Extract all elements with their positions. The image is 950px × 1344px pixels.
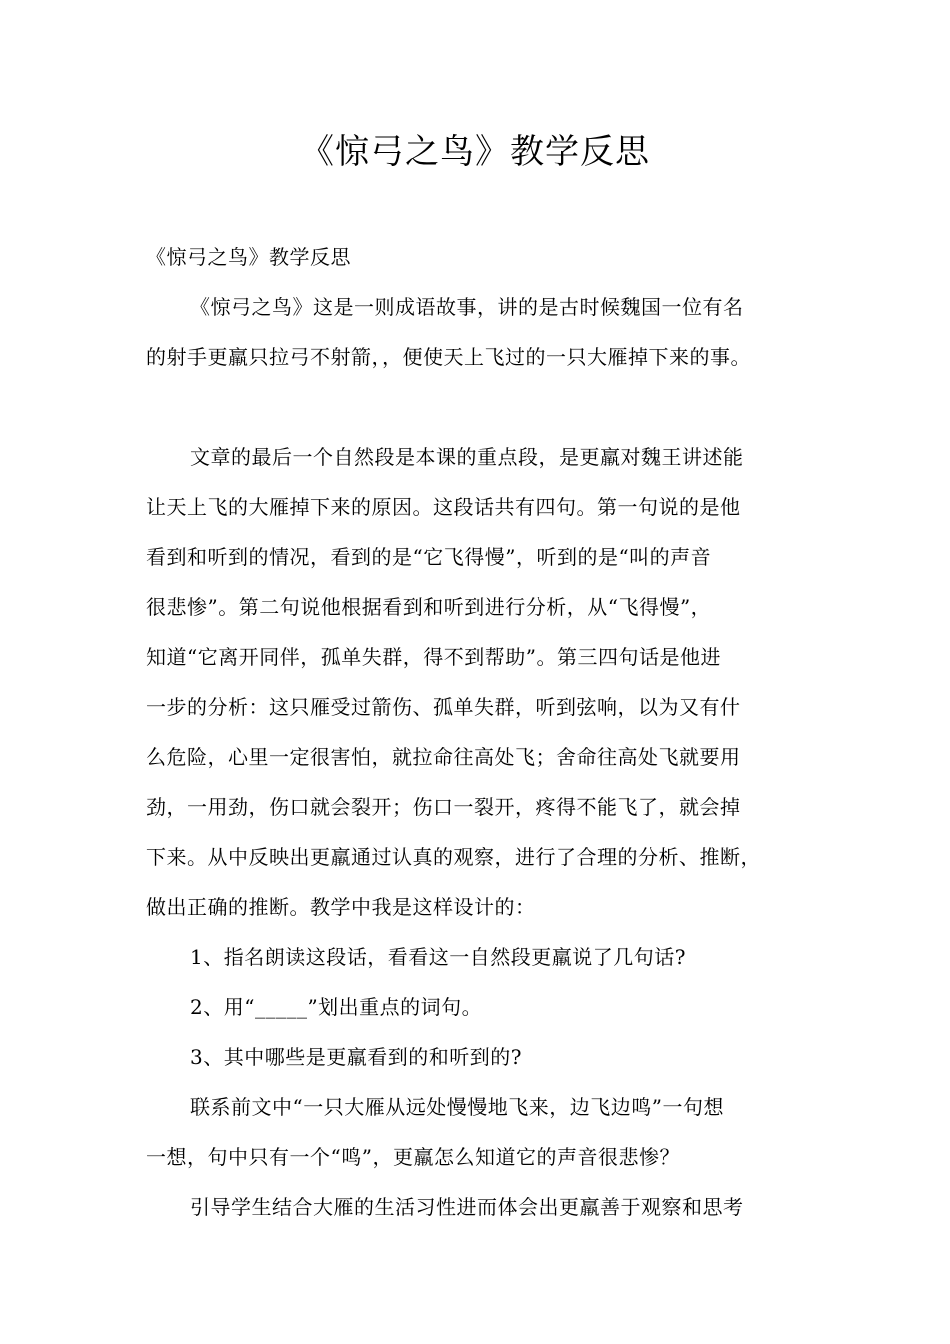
list-item: 2、用“_____”划出重点的词句。 (190, 995, 483, 1019)
paragraph-line: 文章的最后一个自然段是本课的重点段，是更羸对魏王讲述能 (190, 445, 744, 469)
list-item: 1、指名朗读这段话，看看这一自然段更羸说了几句话? (190, 945, 686, 969)
document-title: 《惊弓之鸟》教学反思 (300, 132, 650, 172)
paragraph-line: 看到和听到的情况，看到的是“它飞得慢”，听到的是“叫的声音 (146, 545, 712, 569)
paragraph-line: 引导学生结合大雁的生活习性进而体会出更羸善于观察和思考 (190, 1195, 744, 1219)
paragraph-line: 《惊弓之鸟》这是一则成语故事，讲的是古时候魏国一位有名 (190, 295, 744, 319)
paragraph-line: 的射手更羸只拉弓不射箭，，便使天上飞过的一只大雁掉下来的事。 (146, 345, 751, 369)
list-item: 3、其中哪些是更羸看到的和听到的? (190, 1045, 522, 1069)
document-subtitle: 《惊弓之鸟》教学反思 (146, 245, 351, 269)
paragraph-gap (146, 382, 818, 432)
paragraph-line: 很悲惨”。第二句说他根据看到和听到进行分析，从“飞得慢”， (146, 595, 712, 619)
paragraph-line: 么危险，心里一定很害怕，就拉命往高处飞；舍命往高处飞就要用 (146, 745, 741, 769)
paragraph-line: 一步的分析：这只雁受过箭伤、孤单失群，听到弦响，以为又有什 (146, 695, 741, 719)
paragraph-line: 劲，一用劲，伤口就会裂开；伤口一裂开，疼得不能飞了，就会掉 (146, 795, 741, 819)
paragraph-line: 做出正确的推断。教学中我是这样设计的： (146, 895, 536, 919)
paragraph-line: 下来。从中反映出更羸通过认真的观察，进行了合理的分析、推断， (146, 845, 761, 869)
document-body (146, 232, 818, 1232)
paragraph-line: 联系前文中“一只大雁从远处慢慢地飞来，边飞边鸣”一句想 (190, 1095, 724, 1119)
paragraph-line: 让天上飞的大雁掉下来的原因。这段话共有四句。第一句说的是他 (146, 495, 741, 519)
paragraph-line: 一想，句中只有一个“鸣”，更羸怎么知道它的声音很悲惨？ (146, 1145, 680, 1169)
paragraph-line: 知道“它离开同伴，孤单失群，得不到帮助”。第三四句话是他进 (146, 645, 721, 669)
